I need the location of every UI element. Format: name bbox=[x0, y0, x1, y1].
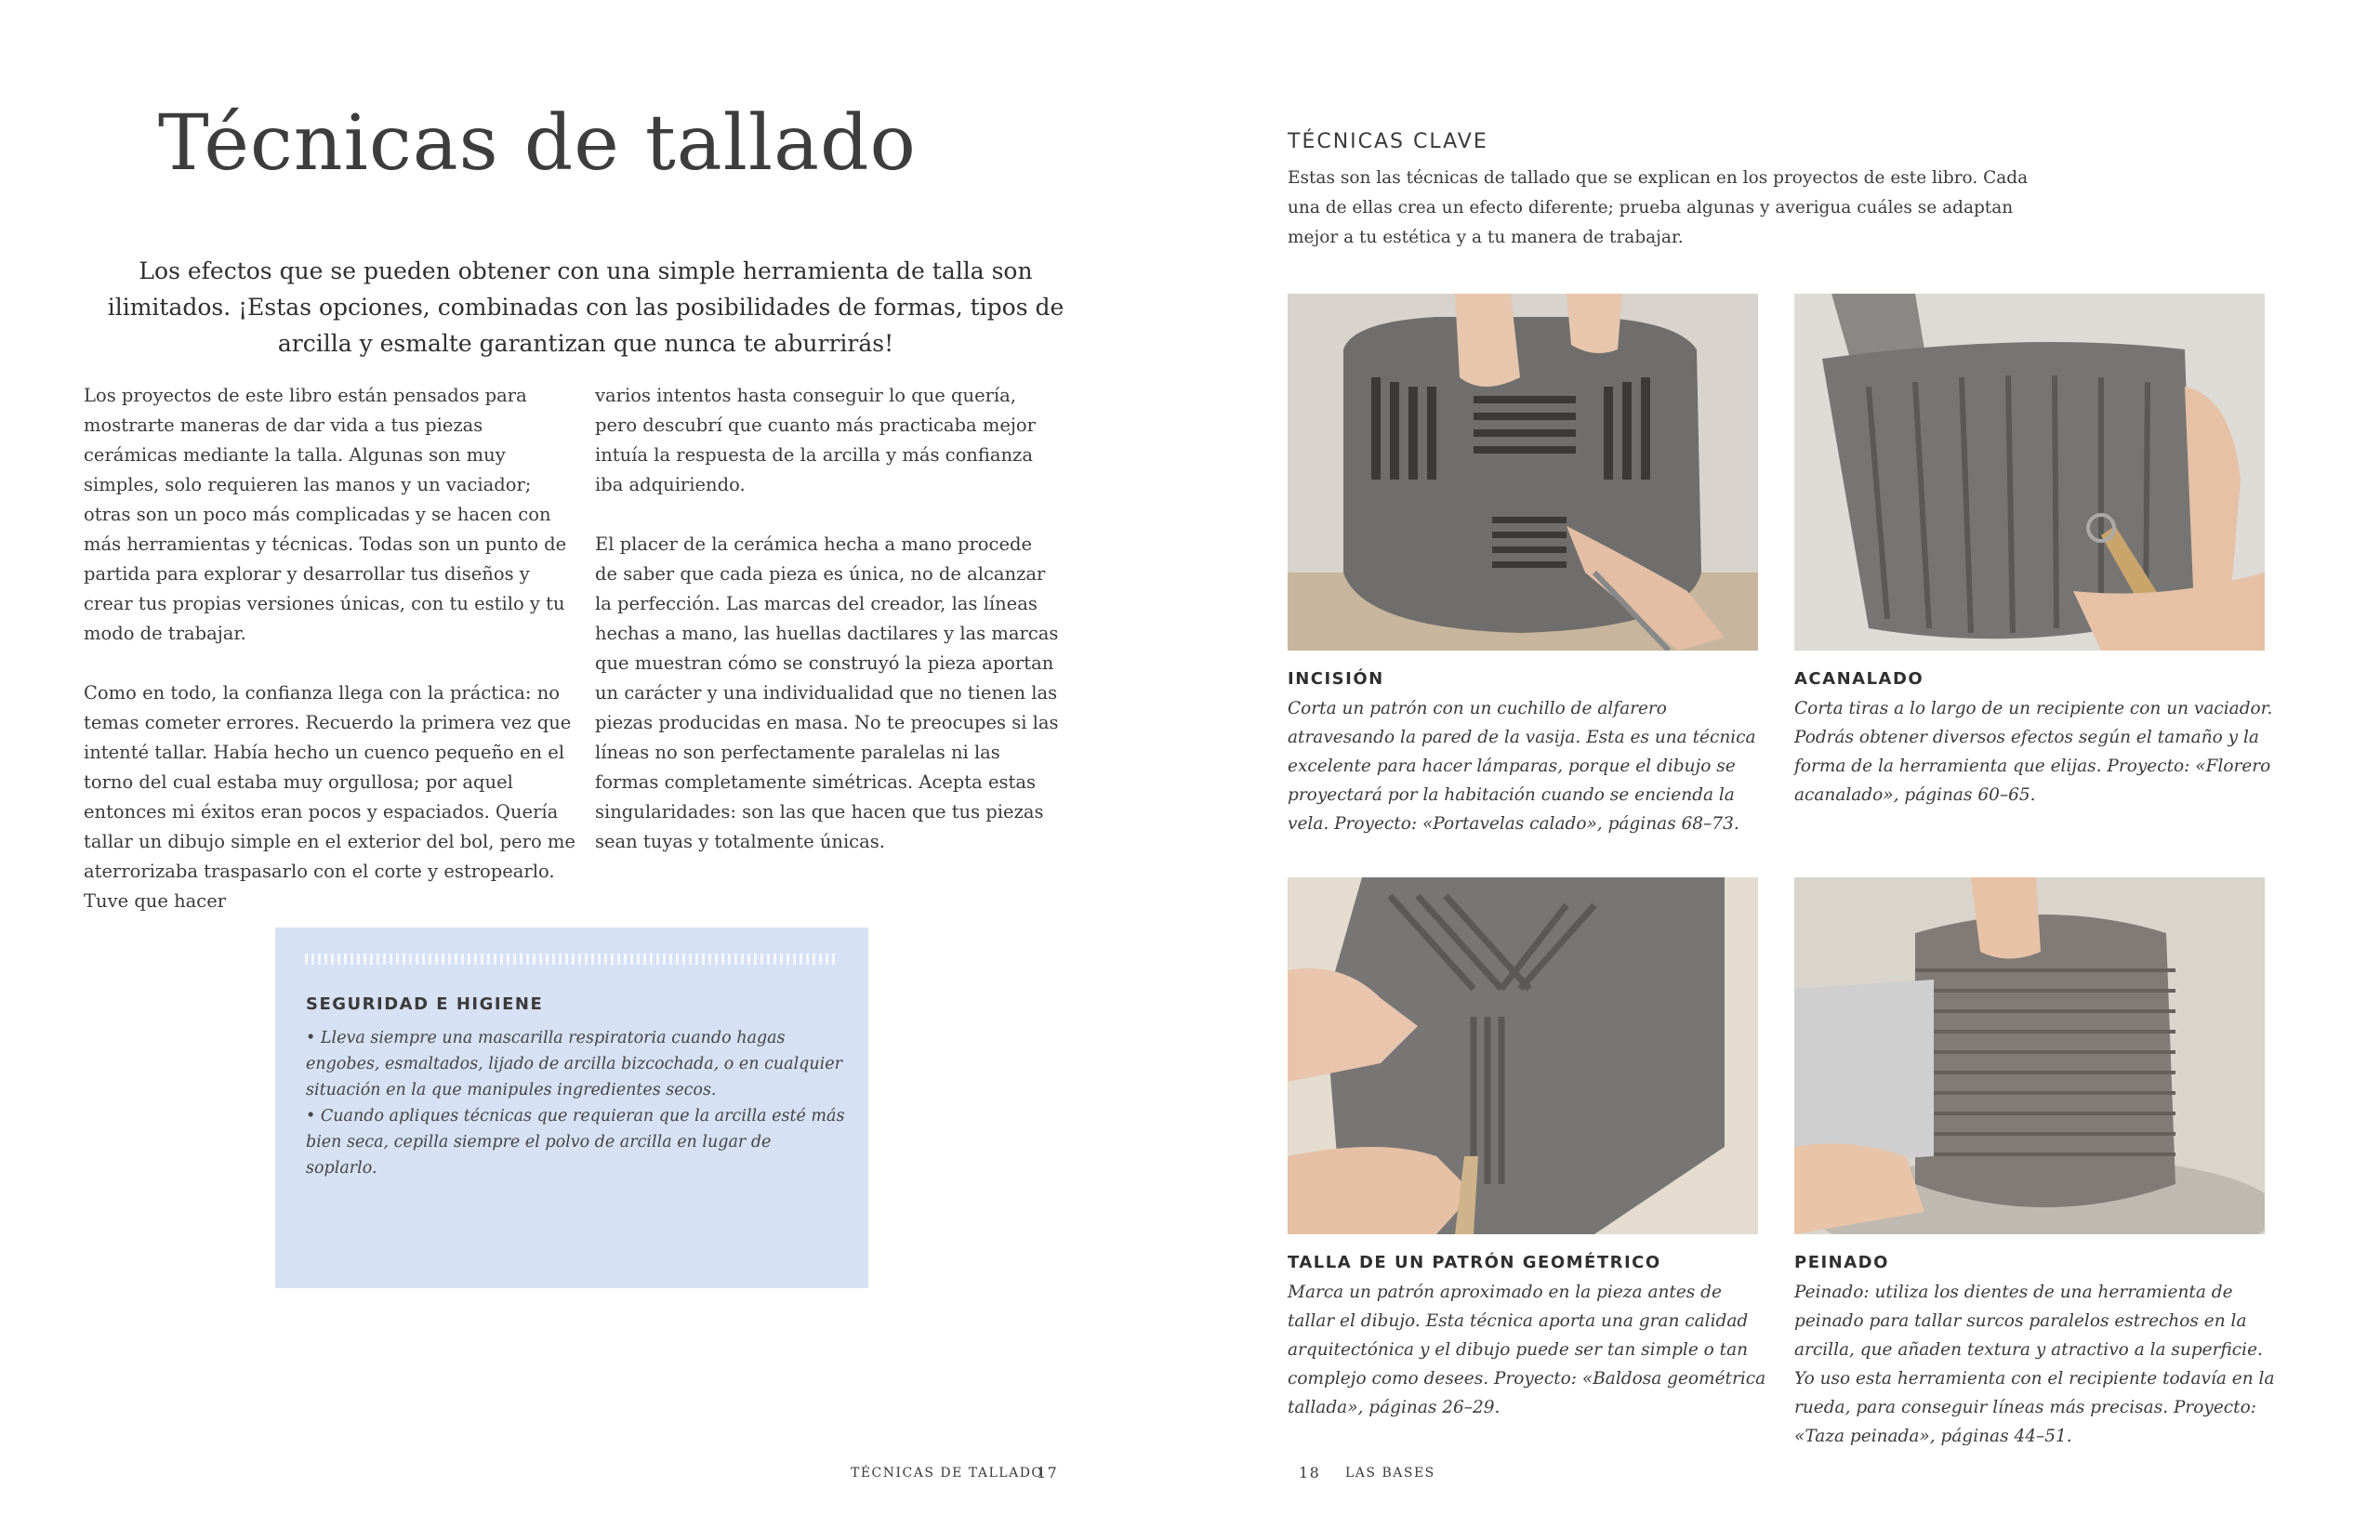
technique-body: Corta un patrón con un cuchillo de alfarero atravesando la pared de la vasija. Esta es una técnica excelente para hacer lámparas, porque el dibujo se proyectará por la habitación cuando se encienda la vela. Proyecto: «Portavelas calado», páginas 68–73. bbox=[1288, 699, 1756, 834]
safety-box bbox=[275, 928, 868, 1288]
footer-label-right: LAS BASES bbox=[1345, 1466, 1435, 1481]
technique-title: ACANALADO bbox=[1794, 669, 1924, 689]
footer-label-left: TÉCNICAS DE TALLADO bbox=[851, 1466, 1044, 1481]
fluting-photo bbox=[1794, 294, 2265, 651]
incision-photo bbox=[1288, 294, 1758, 651]
intro-paragraph: Los efectos que se pueden obtener con una simple herramienta de talla son ilimitados. ¡Estas opciones, combinadas con las posibilidades de formas, tipos de arcilla y esmalte garantizan que nunca te aburrirás! bbox=[107, 257, 1064, 357]
technique-title: TALLA DE UN PATRÓN GEOMÉTRICO bbox=[1288, 1253, 1661, 1272]
page-number-right: 18 bbox=[1299, 1464, 1321, 1481]
safety-item: • Lleva siempre una mascarilla respiratoria cuando hagas engobes, esmaltados, lijado de arcilla bizcochada, o en cualquier situación en la que manipules ingredientes secos. bbox=[306, 1029, 842, 1099]
body-paragraph: varios intentos hasta conseguir lo que quería, pero descubrí que cuanto más practicaba mejor intuía la respuesta de la arcilla y más confianza iba adquiriendo. bbox=[595, 385, 1036, 495]
safety-item: • Cuando apliques técnicas que requieran que la arcilla esté más bien seca, cepilla siempre el polvo de arcilla en lugar de soplarlo. bbox=[306, 1107, 845, 1178]
technique-title: PEINADO bbox=[1794, 1253, 1889, 1272]
section-description: Estas son las técnicas de tallado que se explican en los proyectos de este libro. Cada una de ellas crea un efecto diferente; prueba algunas y averigua cuáles se adaptan mejor a tu estética y a tu manera de trabajar. bbox=[1288, 168, 2029, 247]
body-column-2 bbox=[595, 381, 1060, 887]
technique-body: Corta tiras a lo largo de un recipiente con un vaciador. Podrás obtener diversos efectos según el tamaño y la forma de la herramienta que elijas. Proyecto: «Florero acanalado», páginas 60–65. bbox=[1794, 699, 2273, 805]
technique-body: Peinado: utiliza los dientes de una herramienta de peinado para tallar surcos paralelos estrechos en la arcilla, que añaden textura y atractivo a la superficie. Yo uso esta herramienta con el recipiente todavía en la rueda, para conseguir líneas más precisas. Proyecto: «Taza peinada», páginas 44–51. bbox=[1794, 1283, 2275, 1446]
body-column-1 bbox=[84, 381, 576, 946]
page-title: Técnicas de tallado bbox=[158, 99, 917, 188]
body-paragraph: Como en todo, la confianza llega con la práctica: no temas cometer errores. Recuerdo la primera vez que intenté tallar. Había hecho un cuenco pequeño en el torno del cual estaba muy orgullosa; por aquel entonces mi éxitos eran pocos y espaciados. Quería tallar un dibujo simple en el exterior del bol, pero me aterrorizaba traspasarlo con el corte y estropearlo. Tuve que hacer bbox=[84, 682, 575, 912]
safety-list bbox=[306, 1025, 845, 1181]
dotted-rule bbox=[305, 954, 837, 965]
geometric-photo bbox=[1288, 877, 1758, 1234]
page-number-left: 17 bbox=[1037, 1464, 1059, 1481]
safety-heading: SEGURIDAD E HIGIENE bbox=[306, 994, 544, 1014]
body-paragraph: El placer de la cerámica hecha a mano procede de saber que cada pieza es única, no de alcanzar la perfección. Las marcas del creador, las líneas hechas a mano, las huellas dactilares y las marcas que muestran cómo se construyó la pieza aportan un carácter y una individualidad que no tienen las piezas producidas en masa. No te preocupes si las líneas no son perfectamente paralelas ni las formas completamente simétricas. Acepta estas singularidades: son las que hacen que tus piezas sean tuyas y totalmente únicas. bbox=[595, 533, 1059, 852]
technique-title: INCISIÓN bbox=[1288, 669, 1384, 689]
section-heading: TÉCNICAS CLAVE bbox=[1288, 130, 1488, 153]
technique-body: Marca un patrón aproximado en la pieza antes de tallar el dibujo. Esta técnica aporta una gran calidad arquitectónica y el dibujo puede ser tan simple o tan complejo como desees. Proyecto: «Baldosa geométrica tallada», páginas 26–29. bbox=[1288, 1283, 1766, 1417]
body-paragraph: Los proyectos de este libro están pensados para mostrarte maneras de dar vida a tus piezas cerámicas mediante la talla. Algunas son muy simples, solo requieren las manos y un vaciador; otras son un poco más complicadas y se hacen con más herramientas y técnicas. Todas son un punto de partida para explorar y desarrollar tus diseños y crear tus propias versiones únicas, con tu estilo y tu modo de trabajar. bbox=[84, 385, 567, 644]
combing-photo bbox=[1794, 877, 2265, 1234]
